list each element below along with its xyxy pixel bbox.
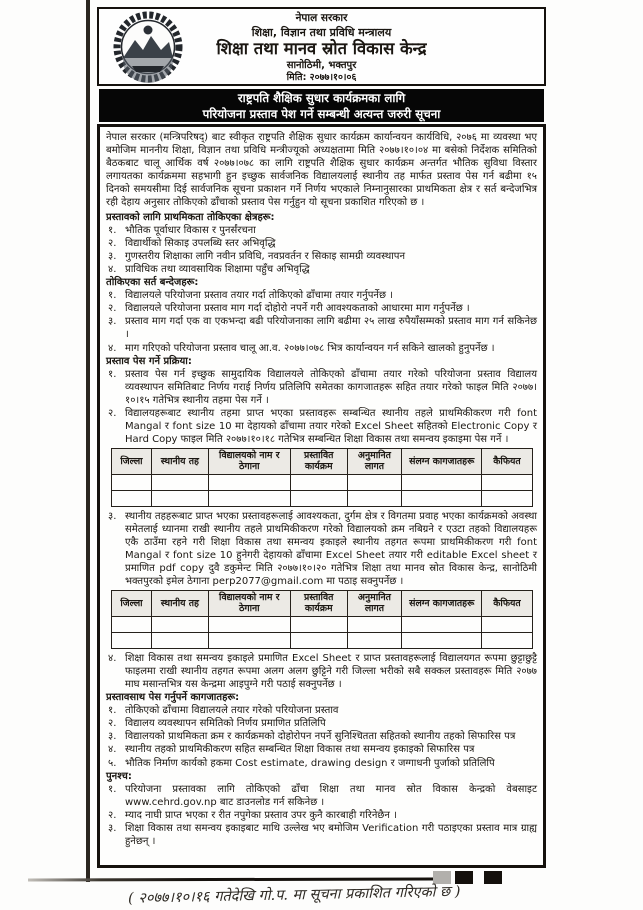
government-name: नेपाल सरकार xyxy=(295,12,348,24)
list-item-text: परियोजना प्रस्तावका लागि तोकिएको ढाँचा शिक्षा तथा मानव स्रोत विकास केन्द्रको वेबसाइट www.cehrd.gov.np बाट डाउनलोड गर्न सकिनेछ । xyxy=(125,783,537,808)
list-item-number: ४. xyxy=(108,263,117,275)
table-empty-cell xyxy=(112,474,152,490)
list-item-text: विद्यालय व्यवस्थापन समितिको निर्णय प्रमाणित प्रतिलिपि xyxy=(125,718,326,730)
notice-title-line2: परियोजना प्रस्ताव पेश गर्ने सम्बन्धी अत्यन्त जरुरी सूचना xyxy=(202,107,441,121)
documents-list xyxy=(106,704,537,769)
organization-address: सानोठिमी, भक्तपुर xyxy=(286,59,357,71)
list-item xyxy=(106,730,537,743)
heading-process: प्रस्ताव पेस गर्ने प्रक्रिया: xyxy=(106,355,192,367)
table-empty-cell xyxy=(402,616,482,632)
list-item-number: १. xyxy=(108,290,117,302)
list-item-number: ३. xyxy=(108,510,117,522)
table-header-cell: विद्यालयको नाम र ठेगाना xyxy=(208,449,290,474)
list-item-number: १. xyxy=(108,783,117,795)
organization-name: शिक्षा तथा मानव स्रोत विकास केन्द्र xyxy=(216,38,427,58)
list-item-number: १. xyxy=(108,705,117,717)
table-empty-cell xyxy=(290,474,347,490)
table-empty-cell xyxy=(482,490,533,506)
list-item-text: भौतिक पूर्वाधार विकास र पुनर्संरचना xyxy=(125,224,256,236)
list-item-number: २. xyxy=(108,407,117,419)
list-item-text: प्रस्ताव माग गर्दा एक वा एकभन्दा बढी परियोजनाका लागि बढीमा २५ लाख रुपैयाँसम्मको प्रस्ताव माग गर्न सकिनेछ । xyxy=(125,316,537,341)
process-list-part3 xyxy=(106,652,537,691)
scan-edge-line xyxy=(86,0,90,882)
intro-paragraph: नेपाल सरकार (मन्त्रिपरिषद्) बाट स्वीकृत राष्ट्रपति शैक्षिक सुधार कार्यक्रम कार्यान्वयन कार्यविधि, २०७६ मा व्यवस्था भए बमोजिम माननीय शिक्षा, विज्ञान तथा प्रविधि मन्त्रीज्यूको अध्यक्षतामा मिति २०७७।१०।०४ मा बसेको निर्देशक समितिको बैठकबाट चालू आर्थिक वर्ष २०७७।०७८ का लागि राष्ट्रपति शैक्षिक सुधार कार्यक्रम अन्तर्गत भौतिक सुविधा विस्तार लगायतका कार्यक्रममा सहभागी हुन इच्छुक सार्वजनिक विद्यालयलाई स्थानीय तह मार्फत प्रस्ताव पेस गर्न बढीमा १५ दिनको समयसीमा दिई सार्वजनिक सूचना प्रकाशन गर्ने निर्णय भएकाले निम्नानुसारका प्राथमिकता क्षेत्र र सर्त बन्देजभित्र रही देहाय अनुसार तोकिएको ढाँचाको प्रस्ताव पेस गर्नुहुन यो सूचना प्रकाशित गरिएको छ । xyxy=(106,132,537,209)
list-item-text: शिक्षा विकास तथा समन्वय इकाइले प्रमाणित Excel Sheet र प्राप्त प्रस्तावहरूलाई विद्यालयगत रूपमा छुट्टाछुट्टै फाइलमा राखी स्थानीय तहगत रूपमा अलग अलग छुट्टिने गरी जिल्ला भरीको सबै सक्कल प्रस्तावहरू मिति २०७७ माघ मसान्तभित्र यस केन्द्रमा आइपुग्ने गरी पठाई सक्नुपर्नेछ । xyxy=(125,652,537,690)
nepal-government-emblem-icon xyxy=(111,11,185,83)
table-header-cell: जिल्ला xyxy=(112,449,152,474)
postscript-list xyxy=(106,783,537,848)
list-item xyxy=(106,224,537,237)
list-item xyxy=(106,263,537,276)
notice-date: मिति: २०७७।१०।०६ xyxy=(286,71,357,83)
table-header-cell: अनुमानित लागत xyxy=(347,591,402,616)
list-item xyxy=(106,704,537,717)
list-item-text: स्थानीय तहको प्राथमिकीकरण सहित सम्बन्धित शिक्षा विकास तथा समन्वय इकाइको सिफारिस पत्र xyxy=(125,744,475,756)
letterhead xyxy=(97,7,546,86)
list-item-number: ४. xyxy=(108,652,117,664)
list-item-text: विद्यालयले परियोजना प्रस्ताव तयार गर्दा तोकिएको ढाँचामा तयार गर्नुपर्नेछ । xyxy=(125,290,393,302)
table-row xyxy=(112,474,533,490)
list-item-text: स्थानीय तहहरूबाट प्राप्त भएका प्रस्तावहरूलाई आवश्यकता, दुर्गम क्षेत्र र विगतमा प्रवाह भएका कार्यक्रमको अवस्था समेतलाई ध्यानमा राखी स्थानीय तहले प्राथमिकीकरण गरेको विद्यालयको क्रम नबिग्रने र एउटा तहको विद्यालयहरू एकै ठाउँमा रहने गरी शिक्षा विकास तथा समन्वय इकाइले स्थानीय तहगत रूपमा प्राथमिकीकरण गरी font Mangal र font size 10 हुनेगरी देहायको ढाँचामा Excel Sheet तयार गरी editable Excel sheet र प्रमाणित pdf copy दुवै डकुमेन्ट मिति २०७७।१०।२० गतेभित्र शिक्षा तथा मानव स्रोत विकास केन्द्र, सानोठिमी भक्तपुरको इमेल ठेगाना perp2077@gmail.com मा पठाइ सक्नुपर्नेछ । xyxy=(125,510,537,588)
table-row xyxy=(112,490,533,506)
heading-conditions: तोकिएका सर्त बन्देजहरू: xyxy=(106,277,199,289)
list-item xyxy=(106,822,537,848)
table-header-cell: कैफियत xyxy=(482,449,533,474)
list-item-number: १. xyxy=(108,224,117,236)
table-empty-cell xyxy=(347,632,402,648)
process-list-part1 xyxy=(106,368,537,447)
list-item xyxy=(106,757,537,770)
table-empty-cell xyxy=(151,616,208,632)
heading-documents: प्रस्तावसाथ पेस गर्नुपर्ने कागजातहरू: xyxy=(106,692,240,704)
list-item-number: २. xyxy=(108,303,117,315)
table-empty-cell xyxy=(112,632,152,648)
table-empty-cell xyxy=(290,616,347,632)
list-item-number: ४. xyxy=(108,744,117,756)
conditions-list xyxy=(106,289,537,354)
table-empty-cell xyxy=(402,632,482,648)
scan-artifact-line xyxy=(28,877,433,881)
list-item-number: ३. xyxy=(108,250,117,262)
heading-priority-areas: प्रस्तावको लागि प्राथमिकता तोकिएका क्षेत्रहरू: xyxy=(106,211,275,223)
list-item xyxy=(106,237,537,250)
heading-postscript: पुनश्च: xyxy=(106,770,132,782)
list-item-number: ३. xyxy=(108,316,117,328)
table-empty-cell xyxy=(482,632,533,648)
ministry-name: शिक्षा, विज्ञान तथा प्रविधि मन्त्रालय xyxy=(251,25,392,39)
list-item xyxy=(106,289,537,302)
table-row xyxy=(112,632,533,648)
table-header-cell: कैफियत xyxy=(482,591,533,616)
list-item xyxy=(106,368,537,407)
list-item-text: विद्यालयले परियोजना प्रस्ताव माग गर्दा दोहोरो नपर्ने गरी आवश्यकताको आधारमा माग गर्नुपर्नेछ । xyxy=(125,303,470,315)
table-empty-cell xyxy=(208,490,290,506)
table-empty-cell xyxy=(402,490,482,506)
table-empty-cell xyxy=(151,632,208,648)
proposal-format-table-1 xyxy=(111,448,537,507)
list-item xyxy=(106,302,537,315)
list-item xyxy=(106,717,537,730)
list-item xyxy=(106,783,537,809)
handwritten-note: ( २०७७।१०।१६ गतेदेखि गो.प. मा सूचना प्रकाशित गरिएको छ ) xyxy=(127,883,461,907)
notice-title-banner xyxy=(99,89,544,122)
list-item-number: २. xyxy=(108,718,117,730)
table-empty-cell xyxy=(290,490,347,506)
table-empty-cell xyxy=(482,474,533,490)
table-header-cell: प्रस्तावित कार्यक्रम xyxy=(290,449,347,474)
proposal-format-table xyxy=(111,448,533,507)
list-item xyxy=(106,315,537,341)
notice-body xyxy=(97,124,546,868)
table-header-cell: स्थानीय तह xyxy=(151,591,208,616)
table-empty-cell xyxy=(482,616,533,632)
table-empty-cell xyxy=(112,490,152,506)
table-empty-cell xyxy=(347,490,402,506)
table-empty-cell xyxy=(347,616,402,632)
list-item-number: १. xyxy=(108,368,117,380)
list-item-number: २. xyxy=(108,809,117,821)
list-item-text: तोकिएको ढाँचामा विद्यालयले तयार गरेको परियोजना प्रस्ताव xyxy=(125,705,339,717)
list-item-text: प्रस्ताव पेस गर्न इच्छुक सामुदायिक विद्यालयले तोकिएको ढाँचामा तयार गरेको परियोजना प्रस्ताव विद्यालय व्यवस्थापन समितिबाट निर्णय गराई निर्णय प्रतिलिपि समेतका कागजातहरू सहित तयार गरेको फाइल मिति २०७७।१०।१५ गतेभित्र स्थानीय तहमा पेस गर्ने । xyxy=(125,368,537,406)
process-list-part2 xyxy=(106,510,537,589)
table-header-cell: अनुमानित लागत xyxy=(347,449,402,474)
list-item xyxy=(106,743,537,756)
list-item-text: म्याद नाघी प्राप्त भएका र रीत नपुगेका प्रस्ताव उपर कुनै कारबाही गरिनेछैन । xyxy=(125,809,397,821)
table-empty-cell xyxy=(112,616,152,632)
table-header-cell: जिल्ला xyxy=(112,591,152,616)
list-item xyxy=(106,250,537,263)
table-empty-cell xyxy=(402,474,482,490)
table-header-cell: प्रस्तावित कार्यक्रम xyxy=(290,591,347,616)
list-item-text: विद्यालयको प्राथमिकता क्रम र कार्यक्रमको दोहोरोपन नपर्ने सुनिश्चितता सहितको स्थानीय तहको सिफारिस पत्र xyxy=(125,731,516,743)
table-empty-cell xyxy=(151,474,208,490)
list-item-text: माग गरिएको परियोजना प्रस्ताव चालू आ.व. २०७७।०७८ भित्र कार्यान्वयन गर्न सकिने खालको हुनुपर्नेछ । xyxy=(125,342,495,354)
list-item-text: शिक्षा विकास तथा समन्वय इकाइबाट माथि उल्लेख भए बमोजिम Verification गरी पठाइएका प्रस्ताव मात्र ग्राह्य हुनेछन् । xyxy=(125,823,537,848)
table-empty-cell xyxy=(208,632,290,648)
list-item-text: गुणस्तरीय शिक्षाका लागि नवीन प्रविधि, नवप्रवर्तन र सिकाइ सामग्री व्यवस्थापन xyxy=(125,250,406,262)
list-item-text: विद्यालयहरूबाट स्थानीय तहमा प्राप्त भएका प्रस्तावहरू सम्बन्धित स्थानीय तहले प्राथमिकीकरण गरी font Mangal र font size 10 मा देहायको ढाँचामा तयार गरेको Excel Sheet सहितको Electronic Copy र Hard Copy फाइल मिति २०७७।१०।१८ गतेभित्र सम्बन्धित शिक्षा विकास तथा समन्वय इकाइमा पेस गर्ने । xyxy=(125,407,537,446)
list-item xyxy=(106,342,537,355)
table-empty-cell xyxy=(151,490,208,506)
table-empty-cell xyxy=(347,474,402,490)
table-empty-cell xyxy=(290,632,347,648)
list-item-text: विद्यार्थीको सिकाइ उपलब्धि स्तर अभिवृद्धि xyxy=(125,237,276,249)
priority-areas-list xyxy=(106,224,537,276)
list-item-text: प्राविधिक तथा व्यावसायिक शिक्षामा पहुँच अभिवृद्धि xyxy=(125,263,310,275)
table-empty-cell xyxy=(208,474,290,490)
list-item-number: ५. xyxy=(108,757,117,769)
list-item-number: ४. xyxy=(108,342,117,354)
list-item xyxy=(106,510,537,589)
notice-title-line1: राष्ट्रपति शैक्षिक सुधार कार्यक्रमका लागि xyxy=(237,91,406,105)
table-empty-cell xyxy=(208,616,290,632)
list-item xyxy=(106,407,537,446)
list-item-number: ३. xyxy=(108,823,117,835)
table-header-cell: विद्यालयको नाम र ठेगाना xyxy=(208,591,290,616)
list-item xyxy=(106,652,537,691)
list-item-number: २. xyxy=(108,237,117,249)
table-header-cell: संलग्न कागजातहरू xyxy=(402,449,482,474)
list-item-number: ३. xyxy=(108,731,117,743)
proposal-format-table-2 xyxy=(111,590,537,649)
table-row xyxy=(112,616,533,632)
table-header-cell: स्थानीय तह xyxy=(151,449,208,474)
table-header-cell: संलग्न कागजातहरू xyxy=(402,591,482,616)
list-item xyxy=(106,809,537,822)
list-item-text: भौतिक निर्माण कार्यको हकमा Cost estimate, drawing design र जग्गाधनी पुर्जाको प्रतिलिपि xyxy=(125,757,495,769)
proposal-format-table xyxy=(111,590,533,649)
